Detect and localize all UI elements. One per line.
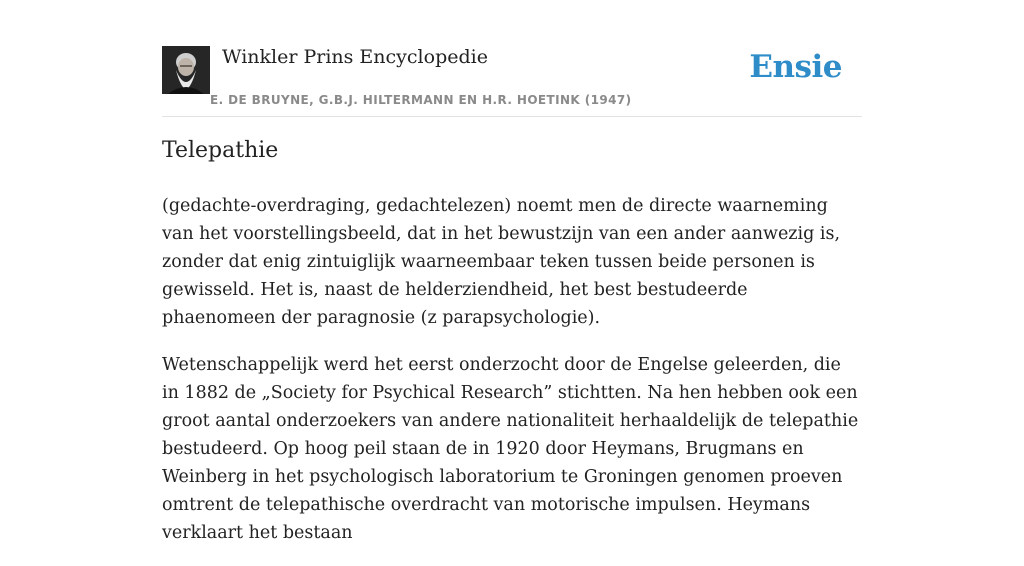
brand-logo[interactable]: Ensie — [749, 49, 842, 85]
article-paragraph: (gedachte-overdraging, gedachtelezen) noemt men de directe waarneming van het voorstellingsbeeld, dat in het bewustzijn van een ander aanwezig is, zonder dat enig zintuiglijk waarneembaar teken tussen beide personen is gewisseld. Het is, naast de helderziendheid, het best bestudeerde phaenomeen der paragnosie (z parapsychologie). — [162, 196, 841, 328]
source-authors: E. DE BRUYNE, G.B.J. HILTERMANN EN H.R. HOETINK (1947) — [210, 93, 632, 107]
article-title: Telepathie — [162, 138, 279, 163]
source-header — [162, 44, 862, 117]
source-title[interactable]: Winkler Prins Encyclopedie — [222, 46, 488, 68]
article-paragraph: Wetenschappelijk werd het eerst onderzocht door de Engelse geleerden, die in 1882 de „Society for Psychical Research” stichtten. Na hen hebben ook een groot aantal onderzoekers van andere nationaliteit herhaaldelijk de telepathie bestudeerd. Op hoog peil staan de in 1920 door Heymans, Brugmans en Weinberg in het psychologisch laboratorium te Groningen genomen proeven omtrent de telepathische overdracht van motorische impulsen. Heymans verklaart het bestaan — [162, 355, 859, 543]
article-body — [162, 192, 862, 566]
portrait-icon — [162, 46, 210, 94]
author-avatar — [162, 46, 210, 94]
